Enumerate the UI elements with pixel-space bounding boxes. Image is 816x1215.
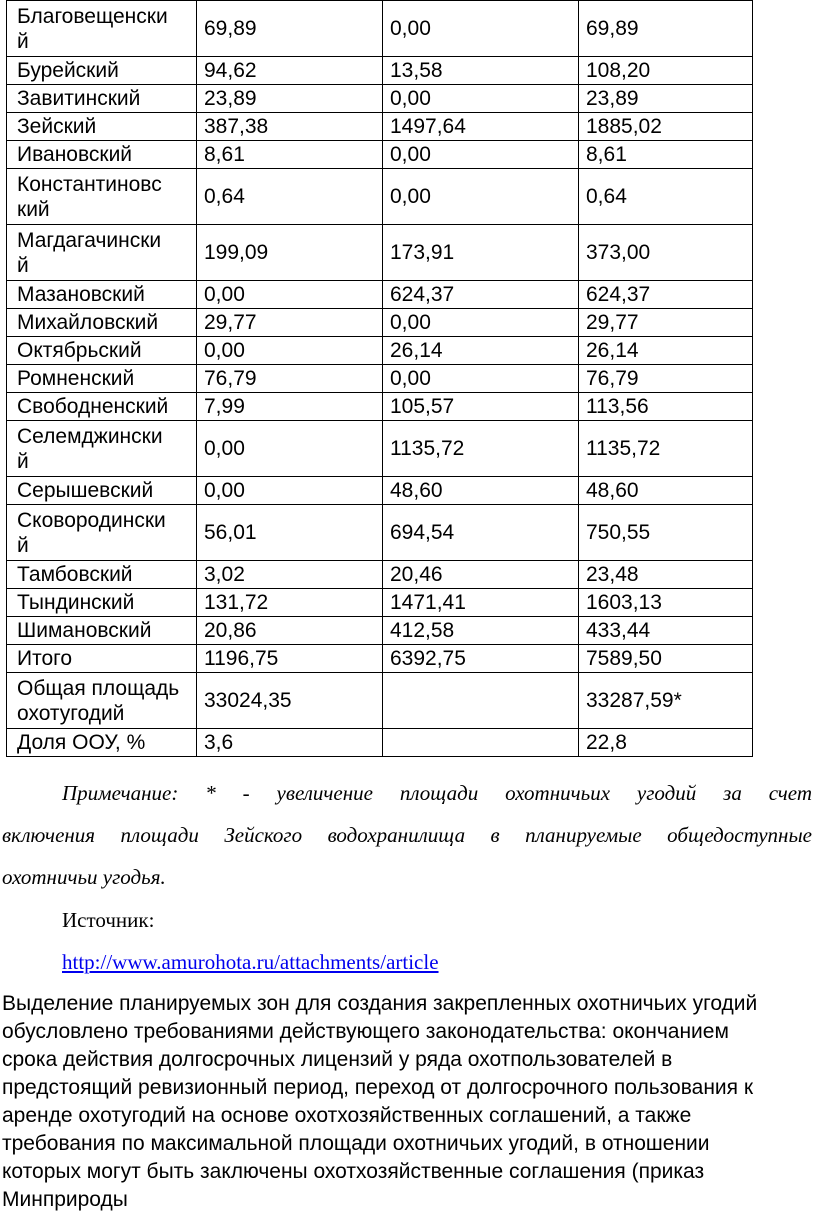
district-name-cell bbox=[7, 421, 197, 477]
value-cell-3: 69,89 bbox=[579, 1, 753, 57]
table-row bbox=[7, 85, 753, 113]
value-cell-1: 20,86 bbox=[197, 617, 383, 645]
value-cell-3: 624,37 bbox=[579, 281, 753, 309]
table-row bbox=[7, 393, 753, 421]
table-row bbox=[7, 365, 753, 393]
table-row bbox=[7, 645, 753, 673]
value-cell-1: 8,61 bbox=[197, 141, 383, 169]
value-cell-1: 94,62 bbox=[197, 57, 383, 85]
district-name-text: Селемджински bbox=[17, 424, 163, 448]
value-cell-3: 76,79 bbox=[579, 365, 753, 393]
district-name-text: Сковородински bbox=[17, 508, 166, 532]
district-name-text: Зейский bbox=[17, 115, 97, 138]
source-link[interactable]: http://www.amurohota.ru/attachments/article bbox=[62, 950, 439, 974]
district-name-cell bbox=[7, 225, 197, 281]
table-row bbox=[7, 337, 753, 365]
district-name-cell bbox=[7, 141, 197, 169]
value-cell-3: 48,60 bbox=[579, 477, 753, 505]
district-name-cell bbox=[7, 617, 197, 645]
value-cell-2: 0,00 bbox=[383, 365, 579, 393]
value-cell-3: 373,00 bbox=[579, 225, 753, 281]
district-name-text: Доля ООУ, % bbox=[17, 731, 146, 754]
paragraph-line: аренде охотугодий на основе охотхозяйственных соглашений, а также bbox=[2, 1104, 692, 1127]
district-name-cell bbox=[7, 309, 197, 337]
value-cell-2: 624,37 bbox=[383, 281, 579, 309]
value-cell-2: 173,91 bbox=[383, 225, 579, 281]
value-cell-3: 750,55 bbox=[579, 505, 753, 561]
district-name-cell bbox=[7, 505, 197, 561]
value-cell-1: 1196,75 bbox=[197, 645, 383, 673]
value-cell-3: 1135,72 bbox=[579, 421, 753, 477]
value-cell-2: 694,54 bbox=[383, 505, 579, 561]
district-name-cell bbox=[7, 393, 197, 421]
value-cell-1: 76,79 bbox=[197, 365, 383, 393]
table-row bbox=[7, 477, 753, 505]
note-line-3: охотничьи угодья. bbox=[2, 865, 166, 889]
hunting-grounds-table bbox=[6, 0, 753, 757]
value-cell-3: 113,56 bbox=[579, 393, 753, 421]
table-row bbox=[7, 141, 753, 169]
source-label: Источник: bbox=[62, 908, 155, 932]
table-row bbox=[7, 729, 753, 757]
district-name-text: Завитинский bbox=[17, 87, 141, 110]
district-name-cell bbox=[7, 561, 197, 589]
district-name-text: Мазановский bbox=[17, 283, 145, 306]
district-name-text: Ивановский bbox=[17, 143, 133, 166]
value-cell-1: 0,00 bbox=[197, 337, 383, 365]
value-cell-1: 0,00 bbox=[197, 281, 383, 309]
district-name-cell bbox=[7, 57, 197, 85]
value-cell-3: 8,61 bbox=[579, 141, 753, 169]
paragraph-line: срока действия долгосрочных лицензий у ряда охотпользователей в bbox=[2, 1048, 673, 1071]
value-cell-1: 69,89 bbox=[197, 1, 383, 57]
value-cell-2: 48,60 bbox=[383, 477, 579, 505]
body-paragraph bbox=[2, 990, 814, 1214]
value-cell-2 bbox=[383, 729, 579, 757]
district-name-cell bbox=[7, 477, 197, 505]
district-name-cell bbox=[7, 113, 197, 141]
value-cell-3: 0,64 bbox=[579, 169, 753, 225]
value-cell-1: 56,01 bbox=[197, 505, 383, 561]
district-name-text: й bbox=[17, 29, 29, 53]
value-cell-1: 0,00 bbox=[197, 421, 383, 477]
value-cell-3: 29,77 bbox=[579, 309, 753, 337]
value-cell-3: 7589,50 bbox=[579, 645, 753, 673]
district-name-cell bbox=[7, 729, 197, 757]
district-name-text: Серышевский bbox=[17, 479, 154, 502]
table-body bbox=[7, 1, 753, 757]
district-name-cell bbox=[7, 337, 197, 365]
district-name-text: Михайловский bbox=[17, 311, 159, 334]
table-row bbox=[7, 57, 753, 85]
district-name-text: й bbox=[17, 449, 29, 473]
value-cell-1: 29,77 bbox=[197, 309, 383, 337]
value-cell-2: 20,46 bbox=[383, 561, 579, 589]
district-name-text: Свободненский bbox=[17, 395, 169, 418]
district-name-cell bbox=[7, 589, 197, 617]
paragraph-line: Выделение планируемых зон для создания закрепленных охотничьих угодий bbox=[2, 992, 758, 1015]
district-name-text: й bbox=[17, 533, 29, 557]
district-name-text: Общая площадь bbox=[17, 676, 180, 700]
value-cell-1: 0,64 bbox=[197, 169, 383, 225]
paragraph-line: требования по максимальной площади охотничьих угодий, в отношении bbox=[2, 1132, 710, 1155]
table-row bbox=[7, 673, 753, 729]
paragraph-line: предстоящий ревизионный период, переход от долгосрочного пользования к bbox=[2, 1076, 754, 1099]
value-cell-3: 23,89 bbox=[579, 85, 753, 113]
district-name-cell bbox=[7, 169, 197, 225]
district-name-cell bbox=[7, 645, 197, 673]
value-cell-2: 13,58 bbox=[383, 57, 579, 85]
value-cell-1: 387,38 bbox=[197, 113, 383, 141]
note-line-1: Примечание: * - увеличение площади охотничьих угодий за счет bbox=[62, 781, 812, 805]
value-cell-1: 7,99 bbox=[197, 393, 383, 421]
district-name-text: Благовещенски bbox=[17, 4, 168, 28]
value-cell-3: 1885,02 bbox=[579, 113, 753, 141]
table-row bbox=[7, 169, 753, 225]
value-cell-2: 0,00 bbox=[383, 309, 579, 337]
value-cell-1: 199,09 bbox=[197, 225, 383, 281]
value-cell-2: 412,58 bbox=[383, 617, 579, 645]
table-row bbox=[7, 421, 753, 477]
district-name-cell bbox=[7, 85, 197, 113]
value-cell-3: 23,48 bbox=[579, 561, 753, 589]
value-cell-1: 131,72 bbox=[197, 589, 383, 617]
value-cell-2: 26,14 bbox=[383, 337, 579, 365]
value-cell-1: 0,00 bbox=[197, 477, 383, 505]
paragraph-line: Минприроды bbox=[2, 1188, 128, 1211]
district-name-text: й bbox=[17, 253, 29, 277]
value-cell-2: 0,00 bbox=[383, 169, 579, 225]
district-name-text: Бурейский bbox=[17, 59, 119, 82]
value-cell-2: 1135,72 bbox=[383, 421, 579, 477]
value-cell-2 bbox=[383, 673, 579, 729]
paragraph-line: обусловлено требованиями действующего законодательства: окончанием bbox=[2, 1020, 729, 1043]
value-cell-3: 22,8 bbox=[579, 729, 753, 757]
value-cell-2: 1471,41 bbox=[383, 589, 579, 617]
district-name-text: Ромненский bbox=[17, 367, 135, 390]
value-cell-2: 105,57 bbox=[383, 393, 579, 421]
paragraph-line: которых могут быть заключены охотхозяйственные соглашения (приказ bbox=[2, 1160, 705, 1183]
value-cell-1: 3,02 bbox=[197, 561, 383, 589]
table-row bbox=[7, 561, 753, 589]
value-cell-1: 23,89 bbox=[197, 85, 383, 113]
district-name-text: Тамбовский bbox=[17, 563, 133, 586]
district-name-text: Константиновс bbox=[17, 172, 162, 196]
value-cell-3: 26,14 bbox=[579, 337, 753, 365]
district-name-text: охотугодий bbox=[17, 701, 125, 725]
table-row bbox=[7, 281, 753, 309]
value-cell-1: 33024,35 bbox=[197, 673, 383, 729]
table-row bbox=[7, 617, 753, 645]
value-cell-2: 1497,64 bbox=[383, 113, 579, 141]
district-name-text: Итого bbox=[17, 647, 73, 670]
district-name-text: Магдагачински bbox=[17, 228, 162, 252]
district-name-cell bbox=[7, 281, 197, 309]
district-name-text: Шимановский bbox=[17, 619, 152, 642]
value-cell-3: 33287,59* bbox=[579, 673, 753, 729]
value-cell-2: 0,00 bbox=[383, 1, 579, 57]
table-row bbox=[7, 225, 753, 281]
note-line-2: включения площади Зейского водохранилища в планируемые общедоступные bbox=[2, 823, 812, 847]
table-row bbox=[7, 113, 753, 141]
value-cell-2: 6392,75 bbox=[383, 645, 579, 673]
district-name-cell bbox=[7, 673, 197, 729]
value-cell-2: 0,00 bbox=[383, 85, 579, 113]
district-name-text: Октябрьский bbox=[17, 339, 142, 362]
district-name-cell bbox=[7, 1, 197, 57]
value-cell-1: 3,6 bbox=[197, 729, 383, 757]
table-row bbox=[7, 589, 753, 617]
district-name-text: Тындинский bbox=[17, 591, 135, 614]
value-cell-3: 108,20 bbox=[579, 57, 753, 85]
table-row bbox=[7, 309, 753, 337]
table-row bbox=[7, 505, 753, 561]
value-cell-3: 433,44 bbox=[579, 617, 753, 645]
table-row bbox=[7, 1, 753, 57]
value-cell-2: 0,00 bbox=[383, 141, 579, 169]
value-cell-3: 1603,13 bbox=[579, 589, 753, 617]
district-name-cell bbox=[7, 365, 197, 393]
district-name-text: кий bbox=[17, 197, 50, 221]
